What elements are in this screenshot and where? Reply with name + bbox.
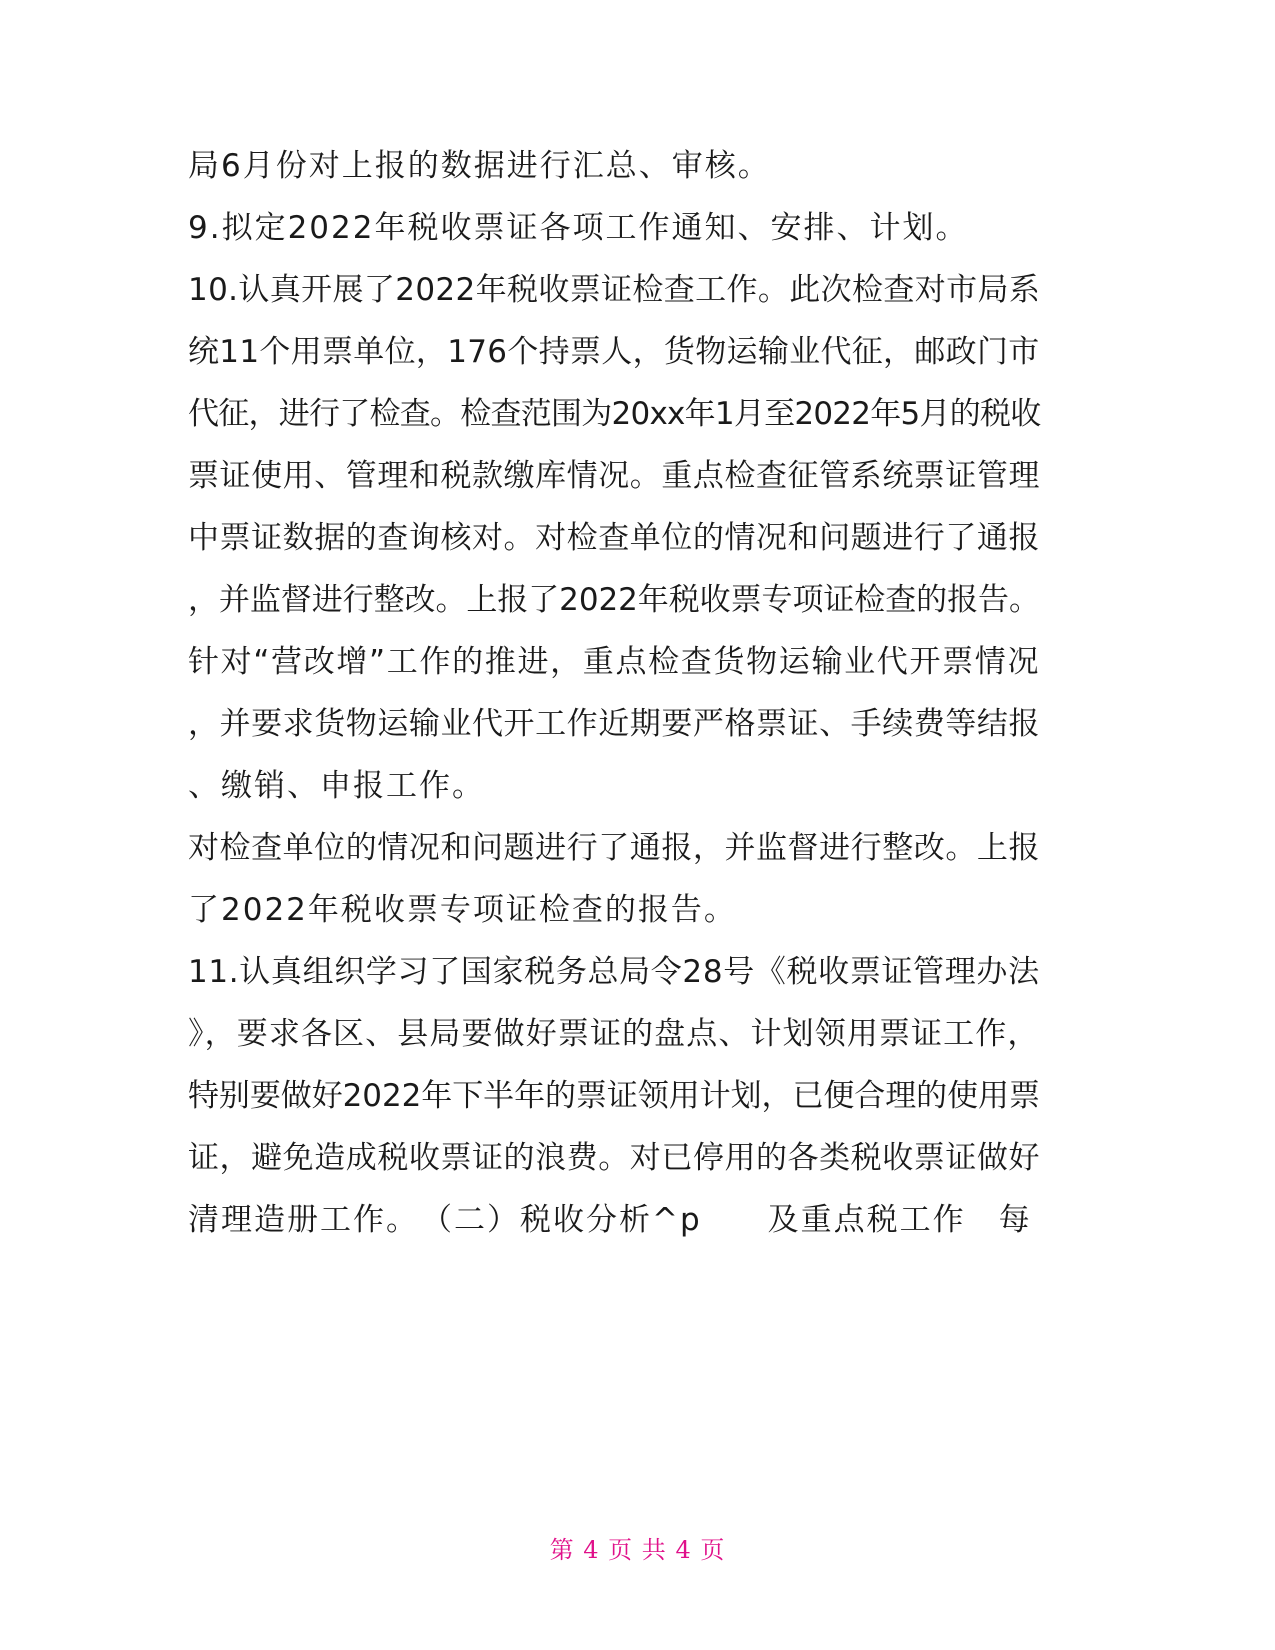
text-line: 统11个用票单位，176个持票人，货物运输业代征，邮政门市 [188,334,1040,370]
text-line: 清理造册工作。 （二）税收分析^p 及重点税工作 每 [188,1202,1032,1238]
text-line: 对检查单位的情况和问题进行了通报，并监督进行整改。上报 [188,830,1040,866]
text-line: 了2022年税收票专项证检查的报告。 [188,892,737,928]
text-line: 中票证数据的查询核对。对检查单位的情况和问题进行了通报 [188,520,1040,556]
text-line: 代征，进行了检查。检查范围为20xx年1月至2022年5月的税收 [188,396,1041,432]
text-line: 10.认真开展了2022年税收票证检查工作。此次检查对市局系 [188,272,1041,308]
text-line: 、缴销、申报工作。 [188,768,485,804]
page-number-footer: 第 4 页 共 4 页 [549,1536,726,1564]
text-line: ，并监督进行整改。上报了2022年税收票专项证检查的报告。 [188,582,1040,618]
text-line: 局6月份对上报的数据进行汇总、审核。 [188,148,771,184]
text-line: 9.拟定2022年税收票证各项工作通知、安排、计划。 [188,210,969,246]
text-line: 针对“营改增”工作的推进，重点检查货物运输业代开票情况 [188,644,1041,680]
text-line: 》，要求各区、县局要做好票证的盘点、计划领用票证工作， [188,1016,1040,1052]
text-line: 11.认真组织学习了国家税务总局令28号《税收票证管理办法 [188,954,1040,990]
text-line: 票证使用、管理和税款缴库情况。重点检查征管系统票证管理 [188,458,1040,494]
text-line: 特别要做好2022年下半年的票证领用计划，已便合理的使用票 [188,1078,1040,1114]
text-line: 证，避免造成税收票证的浪费。对已停用的各类税收票证做好 [188,1140,1040,1176]
text-line: ，并要求货物运输业代开工作近期要严格票证、手续费等结报 [188,706,1040,742]
